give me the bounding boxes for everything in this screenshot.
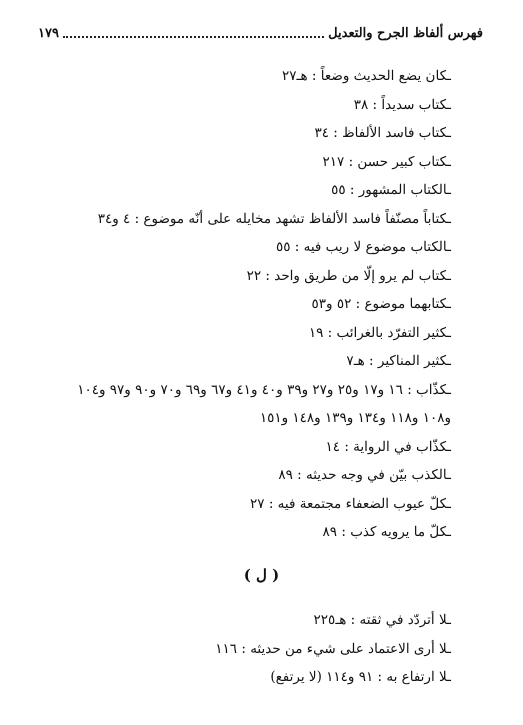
index-entry: ـكذّاب في الرواية : ١٤ xyxy=(325,438,451,455)
index-entry: ـكتاب فاسد الألفاظ : ٣٤ xyxy=(314,125,451,141)
index-entry: ـكلّ عيوب الضعفاء مجتمعة فيه : ٢٧ xyxy=(250,495,451,512)
page-number: ١٧٩ xyxy=(38,25,59,41)
index-entries xyxy=(20,62,451,547)
index-entry: ـالكتاب موضوع لا ريب فيه : ٥٥ xyxy=(275,239,451,255)
index-entry: ـكتاباً مصنّفاً فاسد الألفاظ تشهد مخايله على أنّه موضوع : ٤ و٣٤ xyxy=(97,210,451,227)
index-entry: ـلا ارتفاع به : ٩١ و١١٤ (لا يرتفع) xyxy=(270,669,451,685)
index-entry: ـكان يضع الحديث وضعاً : هـ٢٧ xyxy=(282,68,451,84)
header-title: فهرس ألفاظ الجرح والتعديل xyxy=(328,25,483,41)
index-entry: ـالكتاب المشهور : ٥٥ xyxy=(331,182,451,198)
index-entry: ـكثير المناكير : هـ٧ xyxy=(346,353,451,369)
index-entry: ـكلّ ما يرويه كذب : ٨٩ xyxy=(322,524,451,540)
index-entry: ـكذّاب : ١٦ و١٧ و٢٥ و٢٧ و٣٩ و٤٠ و٤١ و٦٧ و٦٩ و٧٠ و٩٠ و٩٧ و١٠٤ xyxy=(77,381,451,398)
index-entry: ـكثير التفرّد بالغرائب : ١٩ xyxy=(308,324,451,341)
running-header xyxy=(38,22,483,44)
index-entry: ـالكذب بيّن في وجه حديثه : ٨٩ xyxy=(278,467,451,483)
index-entry: ـلا أتردّد في ثقته : هـ٢٢٥ xyxy=(313,612,451,628)
index-entry: ـكتابهما موضوع : ٥٢ و٥٣ xyxy=(311,296,451,312)
index-entry: ـكتاب كبير حسن : ٢١٧ xyxy=(322,153,451,170)
index-entry-continuation: و١٠٨ و١١٨ و١٣٤ و١٣٩ و١٤٨ و١٥١ xyxy=(259,410,451,426)
index-entry: ـكتاب لم يرو إلّا من طريق واحد : ٢٢ xyxy=(246,267,451,284)
section-heading-letter: ( ل ) xyxy=(243,566,280,584)
index-entries-section-l xyxy=(20,606,451,692)
index-entry: ـكتاب سديداً : ٣٨ xyxy=(353,96,451,113)
header-leader-dots xyxy=(63,36,324,38)
index-entry: ـلا أرى الاعتماد على شيء من حديثه : ١١٦ xyxy=(215,640,451,657)
